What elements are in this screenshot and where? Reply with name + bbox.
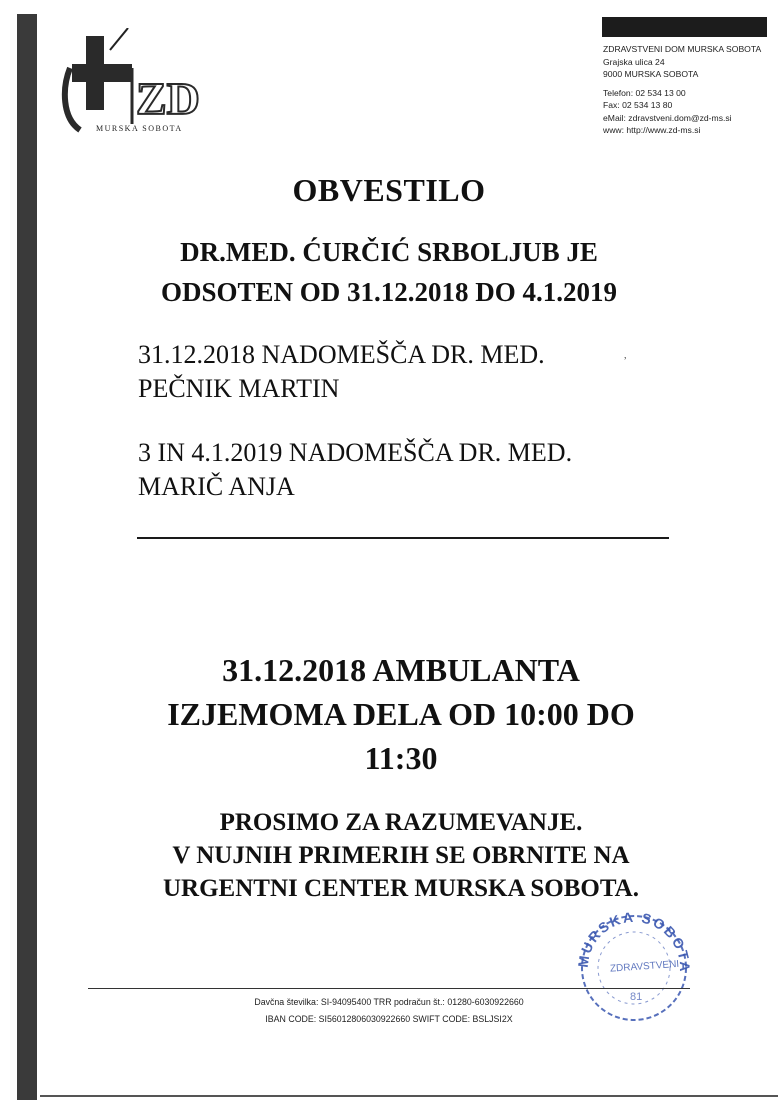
replacement-2-line-2: MARIČ ANJA: [138, 472, 295, 501]
institution-name: ZDRAVSTVENI DOM MURSKA SOBOTA: [603, 44, 762, 54]
svg-text:81: 81: [630, 991, 643, 1003]
medical-cross-logo-icon: [58, 28, 208, 138]
email-address: eMail: zdravstveni.dom@zd-ms.si: [603, 112, 732, 123]
footer-legal-info: [0, 994, 778, 1028]
fax-number: Fax: 02 534 13 80: [603, 100, 673, 110]
street-address: Grajska ulica 24: [603, 56, 665, 67]
logo-caption: MURSKA SOBOTA: [96, 124, 183, 133]
scan-bottom-edge: [40, 1095, 778, 1097]
header-black-bar: [602, 17, 767, 37]
absence-line-2: ODSOTEN OD 31.12.2018 DO 4.1.2019: [160, 277, 618, 307]
hours-line-2: IZJEMOMA DELA OD 10:00 DO: [167, 696, 635, 732]
closing-notice: [0, 806, 778, 905]
absence-line-1: DR.MED. ĆURČIĆ SRBOLJUB JE: [180, 237, 598, 267]
replacement-block-1: [138, 338, 698, 406]
institution-address: [603, 43, 773, 137]
replacement-block-2: [138, 436, 698, 504]
zd-logo: [58, 28, 208, 138]
tax-and-account-line: Davčna številka: SI-94095400 TRR podračun št.: 01280-6030922660: [254, 997, 524, 1007]
phone-number: Telefon: 02 534 13 00: [603, 87, 686, 98]
city-address: 9000 MURSKA SOBOTA: [603, 69, 699, 79]
hours-line-1: 31.12.2018 AMBULANTA: [222, 652, 580, 688]
closing-line-2: V NUJNIH PRIMERIH SE OBRNITE NA: [172, 842, 630, 869]
iban-swift-line: IBAN CODE: SI56012806030922660 SWIFT CODE: BSLJSI2X: [265, 1014, 513, 1024]
closing-line-1: PROSIMO ZA RAZUMEVANJE.: [219, 809, 583, 836]
svg-text:ZDRAVSTVENI: ZDRAVSTVENI: [609, 958, 680, 975]
svg-text:MURSKA SOBOTA: MURSKA SOBOTA: [574, 908, 694, 974]
scan-speck: ,: [624, 350, 627, 361]
absence-statement: [0, 232, 778, 312]
replacement-1-line-2: PEČNIK MARTIN: [138, 374, 340, 403]
notice-title: OBVESTILO: [292, 172, 486, 208]
hours-line-3: 11:30: [364, 740, 438, 776]
separator-line: [137, 537, 669, 539]
svg-text:ZD: ZD: [136, 73, 200, 124]
replacement-1-line-1: 31.12.2018 NADOMEŠČA DR. MED.: [138, 340, 545, 369]
closing-line-3: URGENTNI CENTER MURSKA SOBOTA.: [162, 875, 639, 902]
footer-divider: [88, 988, 690, 989]
office-hours-notice: [0, 648, 778, 780]
website-address: www: http://www.zd-ms.si: [603, 125, 701, 135]
replacement-2-line-1: 3 IN 4.1.2019 NADOMEŠČA DR. MED.: [138, 438, 573, 467]
